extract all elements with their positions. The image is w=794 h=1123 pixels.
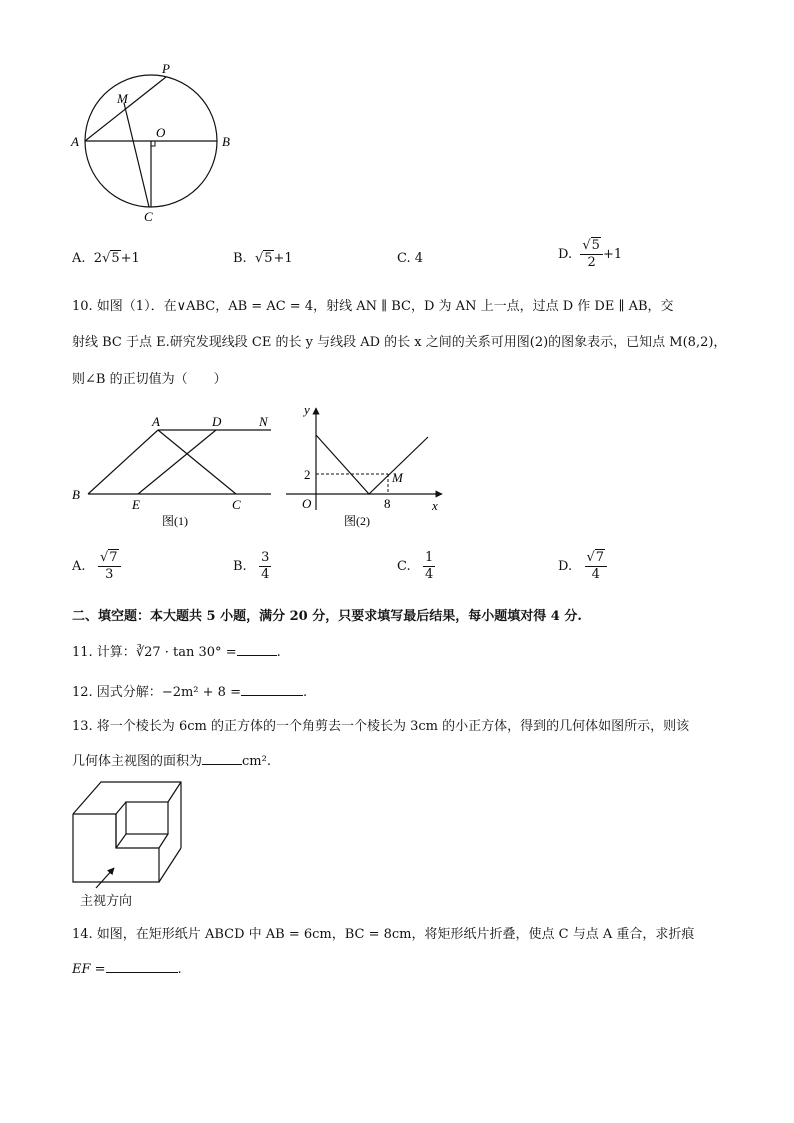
q10-figure-1 bbox=[66, 408, 286, 533]
label-M: M bbox=[117, 91, 128, 106]
label-O: O bbox=[302, 496, 312, 511]
q10-line-3: 则∠B 的正切值为（ ） bbox=[72, 372, 227, 387]
q11: 11. 计算：∛27 · tan 30° = . bbox=[72, 645, 281, 660]
q14-line-1: 14. 如图，在矩形纸片 ABCD 中 AB = 6cm，BC = 8cm，将矩形纸片折叠，使点 C 与点 A 重合，求折痕 bbox=[72, 927, 695, 942]
label-8: 8 bbox=[384, 496, 391, 511]
label-C: C bbox=[232, 497, 241, 512]
label-C: C bbox=[144, 209, 153, 224]
q9-option-d[interactable]: D. $\frac{√5}{2}$ +1 bbox=[558, 238, 623, 270]
label-x: x bbox=[432, 498, 438, 513]
q13-line-2: 几何体主视图的面积为 cm². bbox=[72, 754, 271, 769]
label-A: A bbox=[71, 134, 79, 149]
label-A: A bbox=[152, 414, 160, 429]
q10-line-2: 射线 BC 于点 E.研究发现线段 CE 的长 y 与线段 AD 的长 x 之间的关系可用图(2)的图象表示，已知点 M(8,2)， bbox=[72, 335, 727, 350]
label-P: P bbox=[162, 61, 170, 76]
q10-option-a[interactable]: A. $\frac{√7}{3}$ bbox=[72, 550, 121, 583]
q14-line-2: EF = . bbox=[72, 962, 182, 977]
q12-answer-blank[interactable] bbox=[241, 683, 303, 696]
label-E: E bbox=[132, 497, 140, 512]
section-2-heading: 二、填空题：本大题共 5 小题，满分 20 分，只要求填写最后结果，每小题填对得 4 分. bbox=[72, 609, 582, 624]
q13-cube-figure bbox=[66, 776, 196, 896]
label-2: 2 bbox=[304, 467, 311, 482]
q10-line-1: 10. 如图（1）．在∨ABC，AB = AC = 4，射线 AN ∥ BC，D 为 AN 上一点，过点 D 作 DE ∥ AB，交 bbox=[72, 299, 674, 314]
q11-answer-blank[interactable] bbox=[237, 643, 277, 656]
label-D: D bbox=[212, 414, 222, 429]
label-N: N bbox=[259, 414, 268, 429]
label-y: y bbox=[304, 402, 310, 417]
q10-figure-2 bbox=[282, 400, 447, 535]
q12: 12. 因式分解：−2m² + 8 = . bbox=[72, 685, 308, 700]
q13-view-direction-label: 主视方向 bbox=[80, 894, 133, 909]
caption-fig1: 图(1) bbox=[162, 514, 188, 528]
q14-answer-blank[interactable] bbox=[106, 960, 178, 973]
label-O: O bbox=[156, 125, 166, 140]
q10-option-d[interactable]: D. $\frac{√7}{4}$ bbox=[558, 550, 607, 583]
q9-circle-figure bbox=[62, 55, 242, 225]
q9-option-b[interactable]: B. √5+1 bbox=[233, 251, 293, 266]
q10-option-c[interactable]: C. $\frac{1}{4}$ bbox=[397, 550, 434, 582]
q10-option-b[interactable]: B. $\frac{3}{4}$ bbox=[233, 550, 270, 582]
q13-line-1: 13. 将一个棱长为 6cm 的正方体的一个角剪去一个棱长为 3cm 的小正方体，得到的几何体如图所示，则该 bbox=[72, 719, 690, 734]
caption-fig2: 图(2) bbox=[344, 514, 370, 528]
label-M: M bbox=[392, 470, 403, 485]
q9-option-c[interactable]: C. 4 bbox=[397, 251, 424, 266]
label-B: B bbox=[222, 134, 230, 149]
q13-answer-blank[interactable] bbox=[202, 752, 242, 765]
q9-option-a[interactable]: A. 2√5+1 bbox=[72, 251, 140, 266]
label-B: B bbox=[72, 487, 80, 502]
